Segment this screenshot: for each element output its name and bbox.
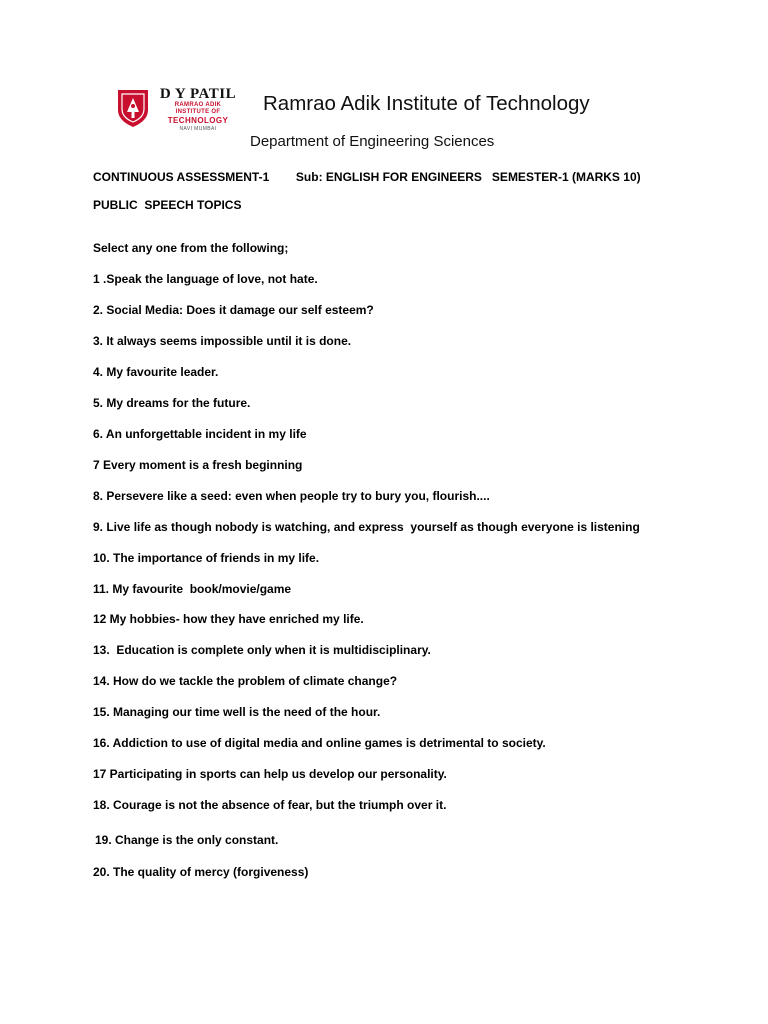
topic-item: 12 My hobbies- how they have enriched my life.: [93, 612, 364, 626]
logo-brand-sub1b: INSTITUTE OF: [175, 109, 221, 115]
topic-item: 20. The quality of mercy (forgiveness): [93, 865, 309, 879]
topic-item: 13. Education is complete only when it is multidisciplinary.: [93, 643, 431, 657]
topic-item: 6. An unforgettable incident in my life: [93, 427, 307, 441]
topic-item: 19. Change is the only constant.: [95, 833, 279, 847]
topic-item: 15. Managing our time well is the need of the hour.: [93, 705, 381, 719]
topic-item: 7 Every moment is a fresh beginning: [93, 458, 303, 472]
topic-item: 1 .Speak the language of love, not hate.: [93, 272, 318, 286]
topic-item: 10. The importance of friends in my life.: [93, 551, 320, 565]
logo-brand-sub3: NAVI MUMBAI: [179, 126, 217, 132]
instruction-text: Select any one from the following;: [93, 241, 289, 255]
topic-item: 8. Persevere like a seed: even when people try to bury you, flourish....: [93, 489, 490, 503]
topic-item: 11. My favourite book/movie/game: [93, 582, 292, 596]
institute-logo: [112, 86, 238, 132]
assessment-line: CONTINUOUS ASSESSMENT-1 Sub: ENGLISH FOR ENGINEERS SEMESTER-1 (MARKS 10): [93, 170, 641, 184]
topic-item: 9. Live life as though nobody is watching, and express yourself as though everyone is listening: [93, 520, 640, 534]
logo-text: [156, 86, 240, 132]
topic-item: 18. Courage is not the absence of fear, but the triumph over it.: [93, 798, 447, 812]
logo-brand-sub2: TECHNOLOGY: [167, 116, 229, 125]
topic-item: 5. My dreams for the future.: [93, 396, 251, 410]
shield-emblem-icon: [116, 88, 150, 128]
topic-item: 17 Participating in sports can help us develop our personality.: [93, 767, 447, 781]
topic-item: 3. It always seems impossible until it is done.: [93, 334, 352, 348]
department-name: Department of Engineering Sciences: [250, 133, 495, 150]
institute-title: Ramrao Adik Institute of Technology: [263, 92, 590, 115]
topic-item: 16. Addiction to use of digital media and online games is detrimental to society.: [93, 736, 546, 750]
section-title: PUBLIC SPEECH TOPICS: [93, 198, 242, 212]
logo-brand-main: D Y PATIL: [159, 86, 237, 102]
topic-item: 14. How do we tackle the problem of climate change?: [93, 674, 398, 688]
topic-item: 4. My favourite leader.: [93, 365, 219, 379]
logo-brand-sub1: RAMRAO ADIK: [174, 102, 222, 108]
topic-item: 2. Social Media: Does it damage our self esteem?: [93, 303, 374, 317]
